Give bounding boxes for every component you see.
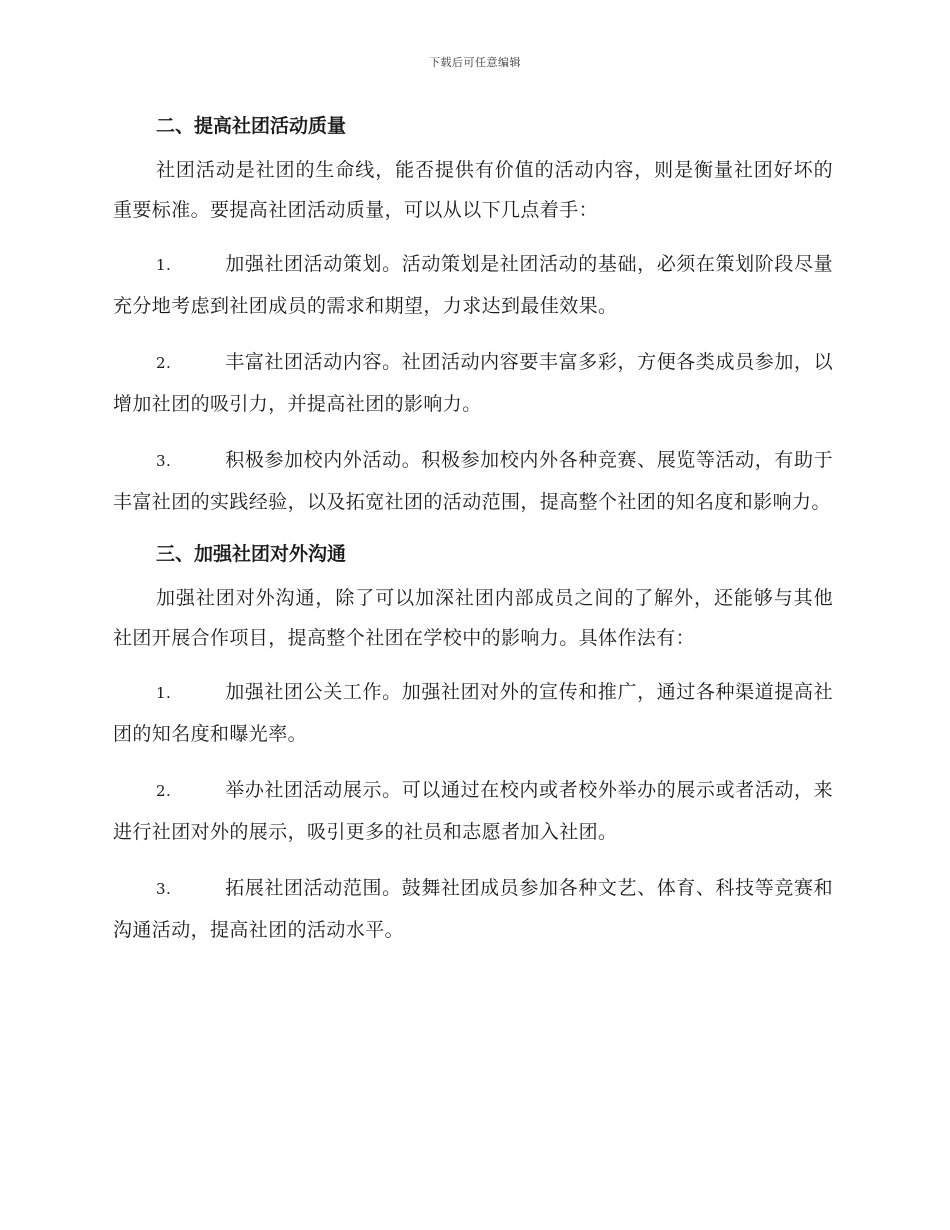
list-number: 1.: [156, 684, 172, 702]
list-text: 举办社团活动展示。可以通过在校内或者校外举办的展示或者活动，来进行社团对外的展示，吸引更多的社员和志愿者加入社团。: [113, 779, 833, 843]
list-item: [113, 244, 833, 327]
list-item: [113, 440, 833, 523]
list-item: [113, 770, 833, 853]
list-number: 1.: [156, 256, 172, 274]
list-number: 3.: [156, 880, 172, 898]
section-intro: 加强社团对外沟通，除了可以加深社团内部成员之间的了解外，还能够与其他社团开展合作项目，提高整个社团在学校中的影响力。具体作法有：: [113, 587, 833, 649]
list-number: 2.: [156, 782, 172, 800]
section-heading: 二、提高社团活动质量: [156, 115, 347, 137]
list-text: 积极参加校内外活动。积极参加校内外各种竞赛、展览等活动，有助于丰富社团的实践经验，以及拓宽社团的活动范围，提高整个社团的知名度和影响力。: [113, 449, 833, 513]
list-text: 加强社团公关工作。加强社团对外的宣传和推广，通过各种渠道提高社团的知名度和曝光率。: [113, 681, 833, 745]
list-number: 3.: [156, 452, 172, 470]
document-body: [113, 104, 833, 966]
list-text: 加强社团活动策划。活动策划是社团活动的基础，必须在策划阶段尽量充分地考虑到社团成员的需求和期望，力求达到最佳效果。: [113, 253, 833, 317]
page-header-note: 下载后可任意编辑: [429, 56, 521, 69]
list-text: 拓展社团活动范围。鼓舞社团成员参加各种文艺、体育、科技等竞赛和沟通活动，提高社团的活动水平。: [113, 877, 833, 941]
section-heading: 三、加强社团对外沟通: [156, 543, 347, 565]
list-text: 丰富社团活动内容。社团活动内容要丰富多彩，方便各类成员参加，以增加社团的吸引力，并提高社团的影响力。: [113, 351, 833, 415]
list-item: [113, 342, 833, 425]
section-intro: 社团活动是社团的生命线，能否提供有价值的活动内容，则是衡量社团好坏的重要标准。要提高社团活动质量，可以从以下几点着手：: [113, 159, 833, 221]
list-item: [113, 868, 833, 951]
list-item: [113, 672, 833, 755]
list-number: 2.: [156, 354, 172, 372]
